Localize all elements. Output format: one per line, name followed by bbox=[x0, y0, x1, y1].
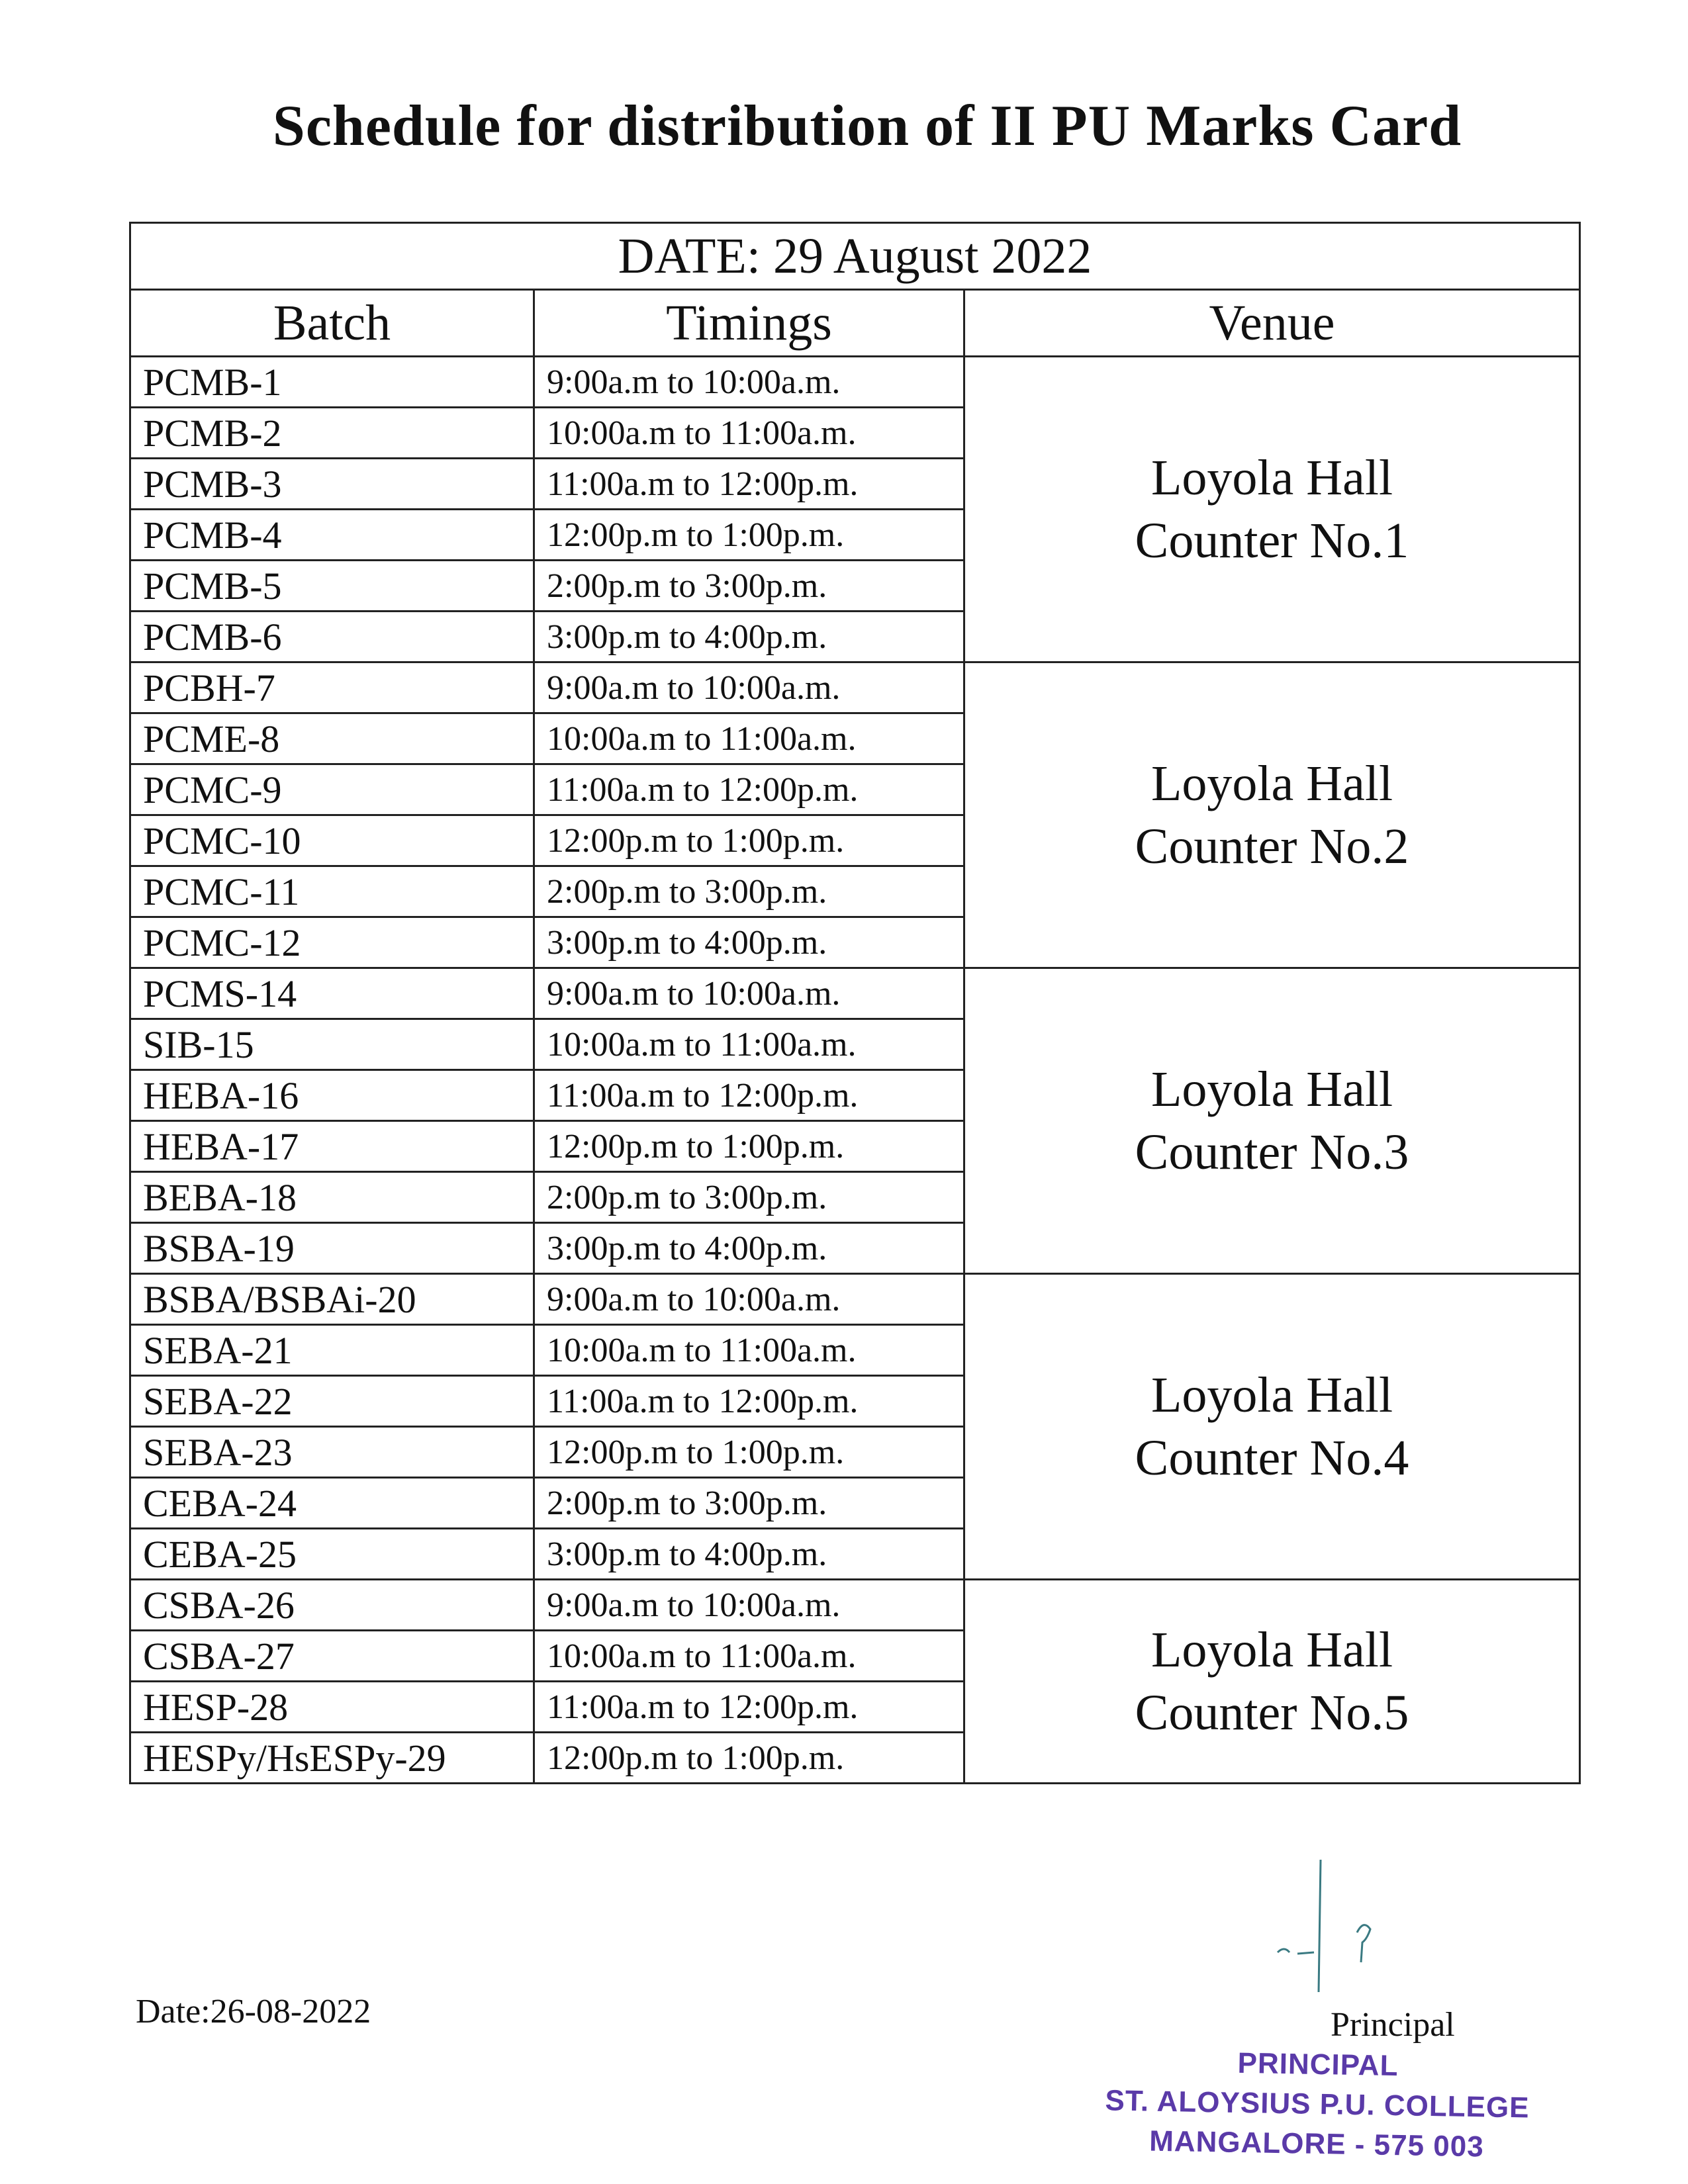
table-row bbox=[130, 357, 1580, 408]
venue-cell bbox=[964, 662, 1580, 968]
college-stamp bbox=[1091, 2041, 1543, 2168]
venue-cell bbox=[964, 968, 1580, 1274]
timing-cell: 2:00p.m to 3:00p.m. bbox=[534, 866, 964, 917]
timing-cell: 2:00p.m to 3:00p.m. bbox=[534, 1478, 964, 1529]
timing-cell: 9:00a.m to 10:00a.m. bbox=[534, 662, 964, 713]
batch-cell: CEBA-24 bbox=[130, 1478, 534, 1529]
timing-cell: 3:00p.m to 4:00p.m. bbox=[534, 1529, 964, 1580]
stamp-line-1: PRINCIPAL bbox=[1237, 2046, 1399, 2083]
batch-cell: HESP-28 bbox=[130, 1682, 534, 1733]
timing-cell: 12:00p.m to 1:00p.m. bbox=[534, 1121, 964, 1172]
timing-cell: 12:00p.m to 1:00p.m. bbox=[534, 1733, 964, 1784]
venue-cell bbox=[964, 1580, 1580, 1784]
venue-hall: Loyola Hall bbox=[1150, 755, 1393, 811]
timing-cell: 11:00a.m to 12:00p.m. bbox=[534, 764, 964, 815]
batch-cell: CSBA-26 bbox=[130, 1580, 534, 1631]
timing-cell: 11:00a.m to 12:00p.m. bbox=[534, 1376, 964, 1427]
table-row bbox=[130, 968, 1580, 1019]
batch-cell: SEBA-21 bbox=[130, 1325, 534, 1376]
venue-hall: Loyola Hall bbox=[1150, 1367, 1393, 1423]
batch-cell: PCMB-5 bbox=[130, 561, 534, 612]
batch-cell: PCMC-10 bbox=[130, 815, 534, 866]
page-title: Schedule for distribution of II PU Marks Card bbox=[272, 94, 1462, 158]
batch-cell: PCMS-14 bbox=[130, 968, 534, 1019]
timing-cell: 9:00a.m to 10:00a.m. bbox=[534, 1580, 964, 1631]
batch-cell: SIB-15 bbox=[130, 1019, 534, 1070]
batch-cell: BSBA-19 bbox=[130, 1223, 534, 1274]
table-row bbox=[130, 662, 1580, 713]
batch-cell: PCMB-4 bbox=[130, 510, 534, 561]
batch-cell: HEBA-16 bbox=[130, 1070, 534, 1121]
venue-counter: Counter No.4 bbox=[1135, 1430, 1409, 1486]
schedule-table bbox=[129, 222, 1581, 1784]
batch-cell: SEBA-22 bbox=[130, 1376, 534, 1427]
venue-hall: Loyola Hall bbox=[1150, 1621, 1393, 1678]
signature bbox=[1258, 1860, 1403, 1992]
timing-cell: 3:00p.m to 4:00p.m. bbox=[534, 1223, 964, 1274]
stamp-line-2: ST. ALOYSIUS P.U. COLLEGE bbox=[1105, 2084, 1530, 2124]
venue-counter: Counter No.1 bbox=[1135, 512, 1409, 569]
timing-cell: 9:00a.m to 10:00a.m. bbox=[534, 357, 964, 408]
batch-cell: HESPy/HsESPy-29 bbox=[130, 1733, 534, 1784]
timing-cell: 10:00a.m to 11:00a.m. bbox=[534, 713, 964, 764]
venue-cell bbox=[964, 1274, 1580, 1580]
timing-cell: 10:00a.m to 11:00a.m. bbox=[534, 1019, 964, 1070]
batch-cell: HEBA-17 bbox=[130, 1121, 534, 1172]
batch-cell: CSBA-27 bbox=[130, 1631, 534, 1682]
timing-cell: 10:00a.m to 11:00a.m. bbox=[534, 408, 964, 459]
timing-cell: 9:00a.m to 10:00a.m. bbox=[534, 968, 964, 1019]
timing-cell: 12:00p.m to 1:00p.m. bbox=[534, 1427, 964, 1478]
batch-cell: SEBA-23 bbox=[130, 1427, 534, 1478]
column-header-batch: Batch bbox=[130, 290, 534, 357]
timing-cell: 9:00a.m to 10:00a.m. bbox=[534, 1274, 964, 1325]
batch-cell: PCME-8 bbox=[130, 713, 534, 764]
batch-cell: PCMC-12 bbox=[130, 917, 534, 968]
batch-cell: PCBH-7 bbox=[130, 662, 534, 713]
batch-cell: BEBA-18 bbox=[130, 1172, 534, 1223]
batch-cell: PCMB-2 bbox=[130, 408, 534, 459]
venue-hall: Loyola Hall bbox=[1150, 449, 1393, 506]
venue-counter: Counter No.2 bbox=[1135, 818, 1409, 874]
batch-cell: PCMB-6 bbox=[130, 612, 534, 662]
batch-cell: PCMC-11 bbox=[130, 866, 534, 917]
timing-cell: 12:00p.m to 1:00p.m. bbox=[534, 815, 964, 866]
column-header-venue: Venue bbox=[964, 290, 1580, 357]
venue-counter: Counter No.3 bbox=[1135, 1124, 1409, 1180]
venue-counter: Counter No.5 bbox=[1135, 1684, 1409, 1741]
timing-cell: 12:00p.m to 1:00p.m. bbox=[534, 510, 964, 561]
timing-cell: 11:00a.m to 12:00p.m. bbox=[534, 1682, 964, 1733]
batch-cell: CEBA-25 bbox=[130, 1529, 534, 1580]
timing-cell: 2:00p.m to 3:00p.m. bbox=[534, 561, 964, 612]
table-row bbox=[130, 1580, 1580, 1631]
batch-cell: BSBA/BSBAi-20 bbox=[130, 1274, 534, 1325]
issue-date: Date:26-08-2022 bbox=[136, 1993, 371, 2030]
venue-hall: Loyola Hall bbox=[1150, 1061, 1393, 1117]
signatory-title: Principal bbox=[1331, 2006, 1455, 2044]
timing-cell: 11:00a.m to 12:00p.m. bbox=[534, 1070, 964, 1121]
timing-cell: 2:00p.m to 3:00p.m. bbox=[534, 1172, 964, 1223]
batch-cell: PCMB-3 bbox=[130, 459, 534, 510]
batch-cell: PCMC-9 bbox=[130, 764, 534, 815]
batch-cell: PCMB-1 bbox=[130, 357, 534, 408]
schedule-body bbox=[130, 357, 1580, 1784]
date-header: DATE: 29 August 2022 bbox=[130, 223, 1580, 290]
table-row bbox=[130, 1274, 1580, 1325]
timing-cell: 11:00a.m to 12:00p.m. bbox=[534, 459, 964, 510]
timing-cell: 3:00p.m to 4:00p.m. bbox=[534, 917, 964, 968]
venue-cell bbox=[964, 357, 1580, 662]
timing-cell: 10:00a.m to 11:00a.m. bbox=[534, 1325, 964, 1376]
timing-cell: 3:00p.m to 4:00p.m. bbox=[534, 612, 964, 662]
stamp-line-3: MANGALORE - 575 003 bbox=[1149, 2124, 1485, 2163]
column-header-timings: Timings bbox=[534, 290, 964, 357]
timing-cell: 10:00a.m to 11:00a.m. bbox=[534, 1631, 964, 1682]
